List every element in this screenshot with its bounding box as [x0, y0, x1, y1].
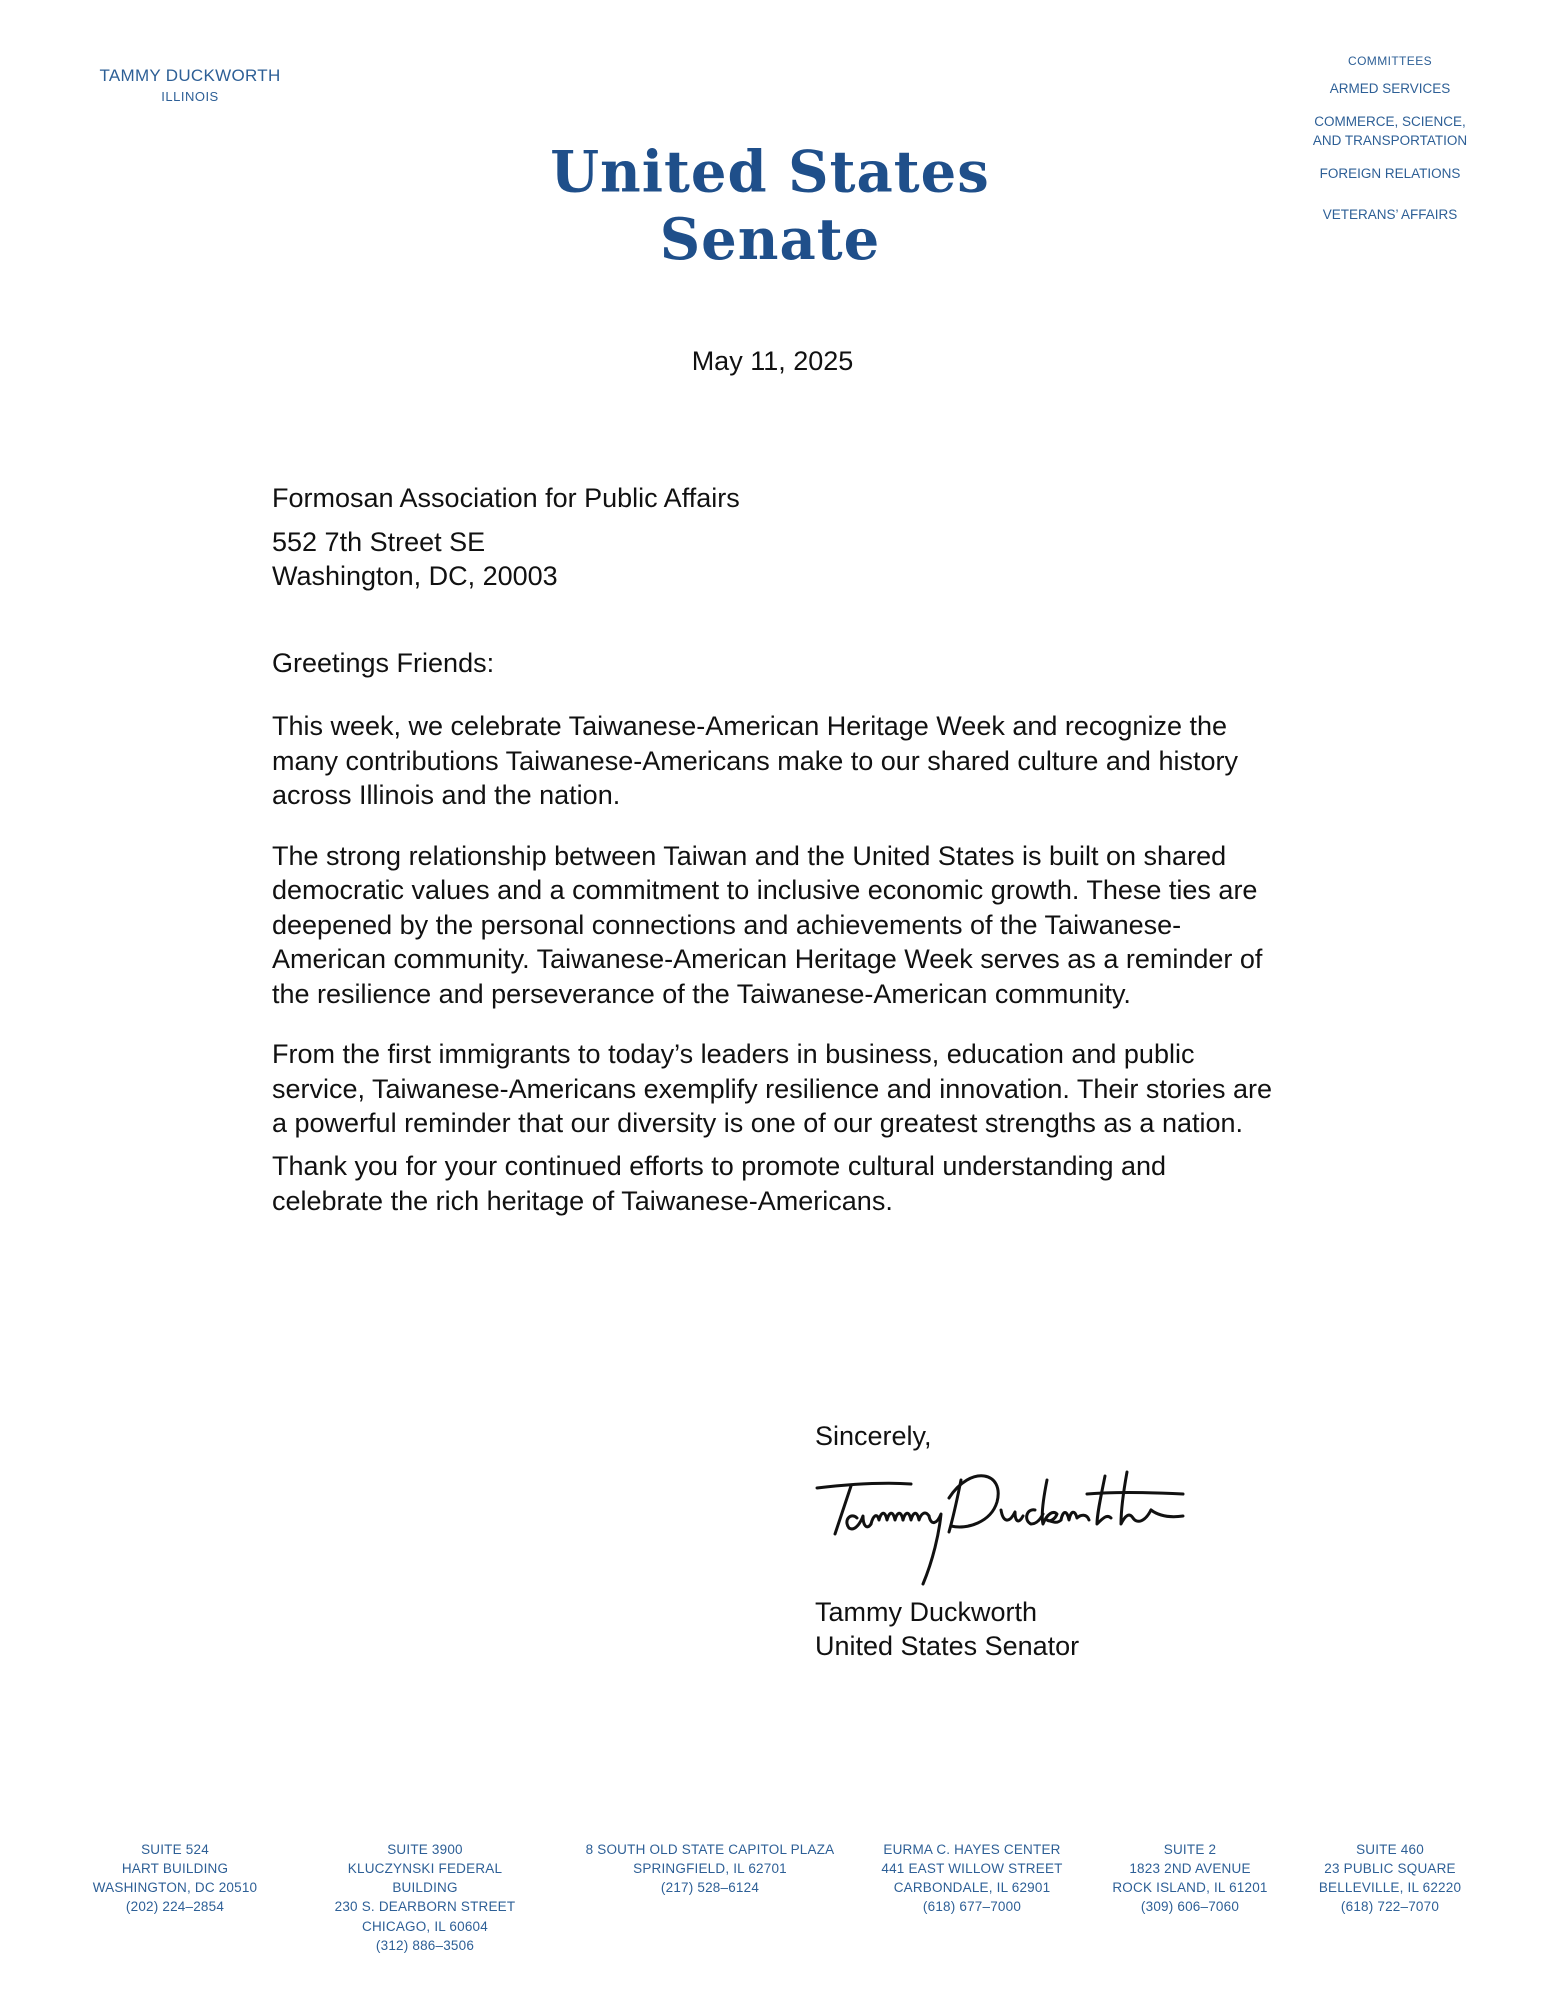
office-address-line: (618) 722–7070	[1340, 1899, 1440, 1915]
committee-item: FOREIGN RELATIONS	[1319, 165, 1461, 181]
office-address-line: 8 SOUTH OLD STATE CAPITOL PLAZA	[585, 1842, 835, 1857]
office-address-line: (309) 606–7060	[1140, 1899, 1240, 1915]
office-address-line: HART BUILDING	[121, 1861, 229, 1877]
body-paragraph: Thank you for your continued efforts to promote cultural understanding and celebrate the rich heritage of Taiwanese-Americans.	[272, 1151, 1167, 1216]
office-address-line: EURMA C. HAYES CENTER	[883, 1842, 1061, 1857]
office-address-line: (312) 886–3506	[375, 1937, 475, 1953]
senator-identification	[90, 66, 290, 104]
office-address-line: WASHINGTON, DC 20510	[92, 1880, 258, 1896]
closing-block	[815, 1420, 1235, 1663]
committee-item-line: AND TRANSPORTATION	[1312, 132, 1468, 148]
office-address-line: CARBONDALE, IL 62901	[893, 1880, 1051, 1896]
committees-title: COMMITTEES	[1348, 54, 1432, 68]
committee-item: VETERANS’ AFFAIRS	[1322, 206, 1458, 222]
office-address-line: (217) 528–6124	[660, 1880, 760, 1896]
letter-date: May 11, 2025	[691, 346, 854, 376]
office-address-rock-island	[1080, 1840, 1300, 1917]
office-address-line: SUITE 2	[1163, 1842, 1217, 1857]
office-address-washington	[65, 1840, 285, 1917]
office-address-line: SUITE 524	[141, 1842, 209, 1857]
committees-list	[1270, 54, 1510, 238]
office-address-carbondale	[862, 1840, 1082, 1917]
senator-state: ILLINOIS	[161, 89, 219, 104]
office-address-belleville	[1285, 1840, 1495, 1917]
handwritten-signature	[811, 1460, 1191, 1590]
salutation: Greetings Friends:	[272, 648, 495, 679]
office-address-line: 441 EAST WILLOW STREET	[881, 1861, 1063, 1877]
committee-item	[1270, 113, 1510, 151]
recipient-address-line: 552 7th Street SE	[272, 526, 486, 557]
committee-item: ARMED SERVICES	[1329, 81, 1451, 96]
senate-masthead: United States Senate	[550, 138, 990, 274]
office-address-line: (618) 677–7000	[922, 1899, 1022, 1915]
office-address-line: SUITE 3900	[387, 1842, 463, 1857]
office-address-line: SPRINGFIELD, IL 62701	[633, 1861, 787, 1877]
closing: Sincerely,	[815, 1421, 932, 1451]
office-address-line: (202) 224–2854	[125, 1899, 225, 1915]
committee-item-line: COMMERCE, SCIENCE,	[1314, 113, 1466, 129]
signer-title: United States Senator	[815, 1630, 1080, 1661]
office-address-springfield	[565, 1840, 855, 1897]
recipient-address-line: Washington, DC, 20003	[272, 560, 558, 591]
office-address-line: ROCK ISLAND, IL 61201	[1112, 1880, 1268, 1896]
signer-name: Tammy Duckworth	[815, 1596, 1038, 1627]
office-address-chicago	[315, 1840, 535, 1955]
office-address-line: 23 PUBLIC SQUARE	[1324, 1861, 1456, 1877]
office-address-line: KLUCZYNSKI FEDERAL BUILDING	[347, 1861, 503, 1896]
senator-name: TAMMY DUCKWORTH	[99, 66, 281, 85]
body-paragraph: This week, we celebrate Taiwanese-American Heritage Week and recognize the many contributions Taiwanese-Americans make to our shared culture and history across Illinois and the nation.	[272, 711, 1238, 811]
letter-body	[272, 482, 1282, 1244]
office-address-line: 1823 2ND AVENUE	[1129, 1861, 1251, 1877]
recipient-name: Formosan Association for Public Affairs	[272, 483, 740, 513]
office-address-line: SUITE 460	[1356, 1842, 1424, 1857]
office-address-line: BELLEVILLE, IL 62220	[1318, 1880, 1462, 1896]
body-paragraph: From the first immigrants to today’s leaders in business, education and public service, Taiwanese-Americans exemplify resilience and innovation. Their stories are a powerful reminder that our diversity is one of our greatest strengths as a nation.	[272, 1039, 1272, 1139]
body-paragraph: The strong relationship between Taiwan and the United States is built on shared democratic values and a commitment to inclusive economic growth. These ties are deepened by the personal connections and achievements of the Taiwanese-American community. Taiwanese-American Heritage Week serves as a reminder of the resilience and perseverance of the Taiwanese-American community.	[272, 840, 1263, 1009]
office-address-line: CHICAGO, IL 60604	[362, 1918, 488, 1934]
office-address-line: 230 S. DEARBORN STREET	[334, 1899, 516, 1915]
